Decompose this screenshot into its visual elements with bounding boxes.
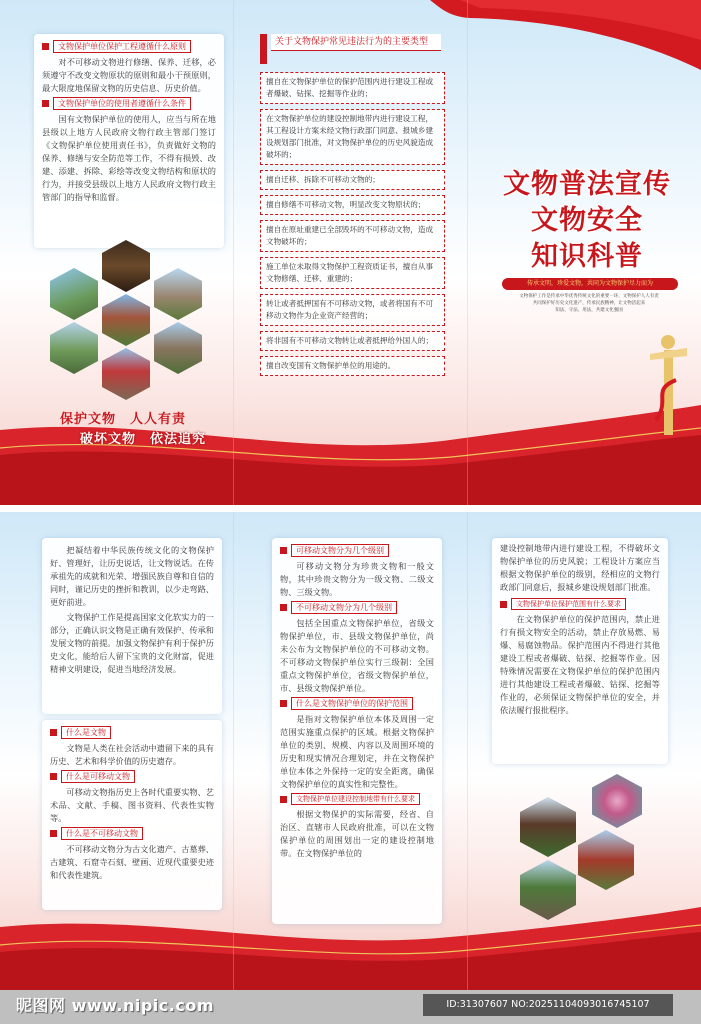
paragraph: 可移动文物指历史上各时代重要实物、艺术品、文献、手稿、图书资料、代表性实物等。 xyxy=(50,787,214,823)
heading-text: 文物保护单位保护工程遵循什么原则 xyxy=(53,40,191,53)
section-heading xyxy=(50,770,214,783)
bullet-square-icon xyxy=(42,43,49,50)
paragraph: 不可移动文物分为古文化遗产、古墓葬、古建筑、石窟寺石刻、壁画、近现代重要史迹和代表性建筑。 xyxy=(50,844,214,880)
paragraph: 根据文物保护的实际需要，经省、自治区、直辖市人民政府批准，可以在文物保护单位的周围划出一定的建设控制地带。在文物保护单位的 xyxy=(280,809,434,858)
slogan-punish: 破坏文物 依法追究 xyxy=(80,432,207,447)
heading-text: 文物保护单位的使用者遵循什么条件 xyxy=(53,97,191,110)
pavilion-photo xyxy=(520,797,576,857)
section-heading xyxy=(280,601,434,614)
violation-item: 擅自修缮不可移动文物，明显改变文物原状的； xyxy=(260,195,445,215)
heading-text: 关于文物保护常见违法行为的主要类型 xyxy=(271,34,441,51)
section-heading xyxy=(42,40,216,53)
violation-item: 施工单位未取得文物保护工程资质证书，擅自从事文物修缮、迁移、重建的； xyxy=(260,257,445,289)
bullet-square-icon xyxy=(50,729,57,736)
huabiao-column-icon xyxy=(646,330,691,440)
bullet-square-icon xyxy=(50,773,57,780)
mountain-photo xyxy=(50,268,98,320)
bullet-square-icon xyxy=(280,604,287,611)
paragraph: 建设控制地带内进行建设工程，不得破坏文物保护单位的历史风貌；工程设计方案应当根据文物保护单位的级别，经相应的文物行政部门同意后，报城乡建设规划部门批准。 xyxy=(500,543,660,592)
definitions-panel xyxy=(42,720,222,910)
bullet-square-icon xyxy=(280,547,287,554)
section-heading xyxy=(42,97,216,110)
slogan-protect: 保护文物 人人有责 xyxy=(60,412,187,427)
paragraph: 把凝结着中华民族传统文化的文物保护好、管理好，让历史说话，让文物说话。在传承祖先的成就和光荣、增强民族自尊和自信的同时，谨记历史的挫折和教训，以少走弯路、更好前进。 xyxy=(50,545,214,607)
cover-title-line-1: 文物普法宣传 xyxy=(503,169,671,200)
violations-panel xyxy=(260,34,445,381)
cover-ribbon: 传承文明，珍爱文物，共同为文物保护尽力而为 xyxy=(502,278,678,290)
heading-text: 文物保护单位保护范围有什么要求 xyxy=(511,598,626,610)
heading-text: 什么是文物 xyxy=(61,726,111,739)
section-heading xyxy=(280,793,434,805)
temple-photo xyxy=(102,294,150,346)
brochure-inside-sheet xyxy=(0,512,701,990)
fold-line xyxy=(467,0,468,505)
principles-panel xyxy=(34,34,224,248)
protection-scope-panel xyxy=(492,538,668,764)
paragraph: 包括全国重点文物保护单位，省级文物保护单位，市、县级文物保护单位，尚未公布为文物保护单位的不可移动文物。不可移动文物保护单位实行三级制：全国重点文物保护单位，省级文物保护单位，市、县级文物保护单位。 xyxy=(280,618,434,693)
fold-line xyxy=(233,0,234,505)
brochure-outside-sheet xyxy=(0,0,701,505)
violation-item: 擅自改变国有文物保护单位的用途的。 xyxy=(260,356,445,376)
violation-item: 擅自在原址重建已全部毁坏的不可移动文物，造成文物破坏的； xyxy=(260,220,445,252)
paragraph: 在文物保护单位的保护范围内，禁止进行有损文物安全的活动，禁止存放易燃、易爆、易腐蚀物品。保护范围内不得进行其他建设工程或者爆破、钻探、挖掘等作业。因特殊情况需要在文物保护单位的保护范围内进行其他建设工程或者爆破、钻探、挖掘等作业的，必须保证文物保护单位的安全，并依法履行报批程序。 xyxy=(500,614,660,715)
courtyard-photo xyxy=(154,322,202,374)
violation-item: 将非国有不可移动文物转让或者抵押给外国人的； xyxy=(260,331,445,351)
heading-text: 什么是可移动文物 xyxy=(61,770,135,783)
monument-photo xyxy=(50,322,98,374)
paragraph: 可移动文物分为珍贵文物和一般文物，其中珍贵文物分为一级文物、二级文物、三级文物。 xyxy=(280,561,434,597)
watermark-id-text: ID:31307607 NO:20251104093016745107 xyxy=(423,994,673,1016)
cover-title-line-3: 知识科普 xyxy=(531,241,643,272)
bullet-bar-icon xyxy=(260,34,267,64)
intro-panel xyxy=(42,538,222,714)
violation-item: 转让或者抵押国有不可移动文物，或者将国有不可移动文物作为企业资产经营的； xyxy=(260,294,445,326)
pagoda-photo xyxy=(154,268,202,320)
paragraph: 文物是人类在社会活动中遗留下来的具有历史、艺术和科学价值的历史遗存。 xyxy=(50,743,214,766)
classification-panel xyxy=(272,538,442,924)
heading-text: 什么是不可移动文物 xyxy=(61,827,143,840)
bullet-square-icon xyxy=(50,830,57,837)
section-heading xyxy=(50,827,214,840)
bullet-square-icon xyxy=(42,100,49,107)
section-heading xyxy=(500,598,660,610)
flower-photo xyxy=(592,774,642,828)
violation-item: 擅自迁移、拆除不可移动文物的； xyxy=(260,170,445,190)
heading-text: 文物保护单位建设控制地带有什么要求 xyxy=(291,793,420,805)
bullet-square-icon xyxy=(280,700,287,707)
gate-photo xyxy=(102,348,150,400)
cover-small-text: 文物保护工作是传承中华优秀传统文化的重要一环，文物保护人人有责 共同保护好历史文化遗产，传承民族精神，让文物活起来 知法、守法、用法，共建文化强国 xyxy=(519,294,659,313)
watermark-logo-text: 昵图网 www.nipic.com xyxy=(16,996,214,1015)
paragraph: 国有文物保护单位的使用人，应当与所在地县级以上地方人民政府文物行政主管部门签订《文物保护单位使用责任书》，负责做好文物的保养、修缮与安全防范等工作，不得有损毁、改建、添建、拆除、彩绘等改变文物结构和原状的行为，并接受县级以上地方人民政府文物行政主管部门的指导和监督。 xyxy=(42,114,216,202)
paragraph: 对不可移动文物进行修缮、保养、迁移，必须遵守不改变文物原状的原则和最小干预原则，最大限度地保留文物的历史信息、历史价值。 xyxy=(42,57,216,93)
hall-photo xyxy=(578,830,634,890)
violation-item: 擅自在文物保护单位的保护范围内进行建设工程或者爆破、钻探、挖掘等作业的； xyxy=(260,72,445,104)
violations-heading xyxy=(260,34,445,64)
section-heading xyxy=(280,544,434,557)
violation-item: 在文物保护单位的建设控制地带内进行建设工程，其工程设计方案未经文物行政部门同意、报城乡建设规划部门批准，对文物保护单位的历史风貌造成破坏的； xyxy=(260,109,445,165)
section-heading xyxy=(280,697,434,710)
heading-text: 什么是文物保护单位的保护范围 xyxy=(291,697,413,710)
fold-line xyxy=(233,512,234,990)
bullet-square-icon xyxy=(500,601,507,608)
cover-title-line-2: 文物安全 xyxy=(531,205,643,236)
section-heading xyxy=(50,726,214,739)
paragraph: 是指对文物保护单位本体及周围一定范围实施重点保护的区域。根据文物保护单位的类别、规模、内容以及周围环境的历史和现实情况合理划定，并在文物保护单位本体之外保持一定的安全距离，确保文物保护单位的真实性和完整性。 xyxy=(280,714,434,789)
heading-text: 可移动文物分为几个级别 xyxy=(291,544,389,557)
paragraph: 文物保护工作是提高国家文化软实力的一部分，正确认识文物是正确有效保护、传承和发展文物的前提。加强文物保护有利于保护历史文化，能给后人留下宝贵的文化财富，促进精神文明建设，促进当地经济发展。 xyxy=(50,612,214,674)
bullet-square-icon xyxy=(280,796,287,803)
heading-text: 不可移动文物分为几个级别 xyxy=(291,601,397,614)
fold-line xyxy=(467,512,468,990)
